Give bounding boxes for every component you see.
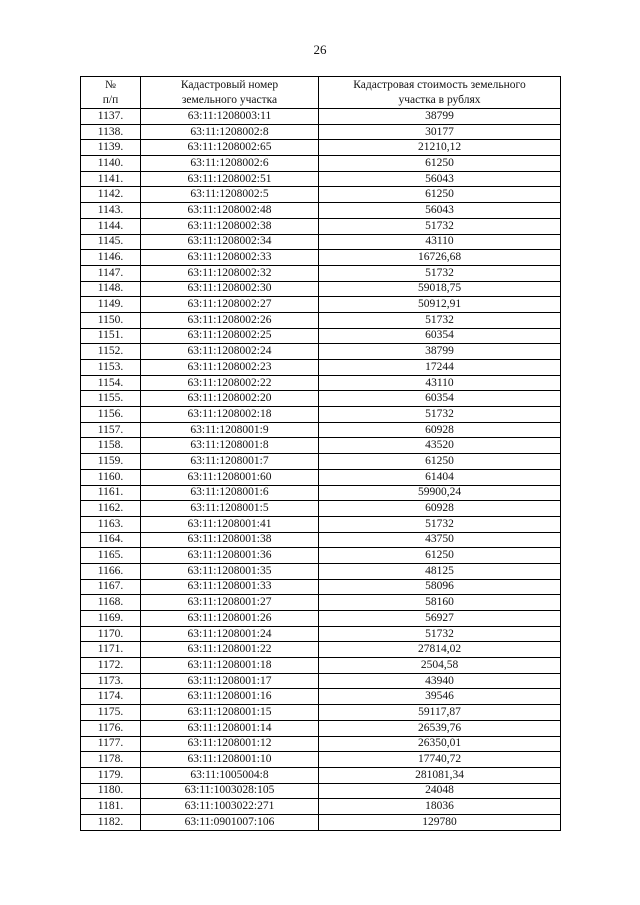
cadastral-number-cell: 63:11:1003028:105 (141, 783, 319, 799)
row-number-cell: 1180. (81, 783, 141, 799)
table-row (81, 563, 561, 579)
header-cadastral-number-line2: земельного участка (181, 93, 278, 106)
header-row-number-line1: № (105, 78, 116, 91)
row-number-cell: 1163. (81, 516, 141, 532)
table-row (81, 611, 561, 627)
cadastral-number-cell: 63:11:1208001:60 (141, 469, 319, 485)
table-row (81, 265, 561, 281)
cadastral-value-cell: 26350,01 (319, 736, 561, 752)
cadastral-number-cell: 63:11:1208001:26 (141, 611, 319, 627)
table-row (81, 752, 561, 768)
cadastral-number-cell: 63:11:1208002:23 (141, 360, 319, 376)
cadastral-number-cell: 63:11:1208001:41 (141, 516, 319, 532)
cadastral-number-cell: 63:11:1208001:14 (141, 720, 319, 736)
row-number-cell: 1182. (81, 814, 141, 830)
table-row (81, 218, 561, 234)
cadastral-value-cell: 43940 (319, 673, 561, 689)
cadastral-number-cell: 63:11:1208002:65 (141, 140, 319, 156)
row-number-cell: 1172. (81, 658, 141, 674)
cadastral-number-cell: 63:11:1208001:7 (141, 454, 319, 470)
cadastral-value-cell: 61404 (319, 469, 561, 485)
cadastral-value-cell: 60928 (319, 501, 561, 517)
header-row-number-line2: п/п (102, 93, 119, 106)
row-number-cell: 1146. (81, 250, 141, 266)
cadastral-value-cell: 59117,87 (319, 705, 561, 721)
row-number-cell: 1152. (81, 344, 141, 360)
cadastral-value-cell: 58160 (319, 595, 561, 611)
cadastral-value-cell: 30177 (319, 124, 561, 140)
cadastral-number-cell: 63:11:1208001:8 (141, 438, 319, 454)
table-row (81, 548, 561, 564)
cadastral-number-cell: 63:11:1208002:5 (141, 187, 319, 203)
cadastral-value-cell: 56043 (319, 171, 561, 187)
row-number-cell: 1156. (81, 407, 141, 423)
cadastral-value-cell: 38799 (319, 109, 561, 125)
cadastral-value-cell: 51732 (319, 626, 561, 642)
row-number-cell: 1170. (81, 626, 141, 642)
row-number-cell: 1144. (81, 218, 141, 234)
cadastral-value-cell: 18036 (319, 799, 561, 815)
table-row (81, 532, 561, 548)
cadastral-value-cell: 43110 (319, 375, 561, 391)
row-number-cell: 1159. (81, 454, 141, 470)
table-row (81, 203, 561, 219)
row-number-cell: 1166. (81, 563, 141, 579)
cadastral-value-cell: 51732 (319, 312, 561, 328)
row-number-cell: 1161. (81, 485, 141, 501)
table-row (81, 579, 561, 595)
cadastral-value-cell: 27814,02 (319, 642, 561, 658)
cadastral-value-cell: 21210,12 (319, 140, 561, 156)
cadastral-number-cell: 63:11:1208001:5 (141, 501, 319, 517)
table-row (81, 171, 561, 187)
cadastral-number-cell: 63:11:1005004:8 (141, 767, 319, 783)
table-body (81, 109, 561, 831)
row-number-cell: 1160. (81, 469, 141, 485)
cadastral-value-cell: 17244 (319, 360, 561, 376)
cadastral-number-cell: 63:11:1208001:24 (141, 626, 319, 642)
row-number-cell: 1140. (81, 156, 141, 172)
cadastral-number-cell: 63:11:1208001:15 (141, 705, 319, 721)
row-number-cell: 1164. (81, 532, 141, 548)
table-row (81, 814, 561, 830)
cadastral-number-cell: 63:11:1208001:6 (141, 485, 319, 501)
table-row (81, 501, 561, 517)
cadastral-value-cell: 2504,58 (319, 658, 561, 674)
table-row (81, 156, 561, 172)
table-row (81, 328, 561, 344)
cadastral-value-cell: 129780 (319, 814, 561, 830)
cadastral-value-cell: 61250 (319, 454, 561, 470)
cadastral-value-cell: 281081,34 (319, 767, 561, 783)
row-number-cell: 1148. (81, 281, 141, 297)
cadastral-value-cell: 61250 (319, 187, 561, 203)
table-row (81, 485, 561, 501)
table-row (81, 767, 561, 783)
cadastral-value-cell: 51732 (319, 407, 561, 423)
cadastral-value-cell: 51732 (319, 218, 561, 234)
cadastral-value-cell: 60354 (319, 328, 561, 344)
table-row (81, 187, 561, 203)
table-row (81, 140, 561, 156)
cadastral-value-cell: 51732 (319, 516, 561, 532)
cadastral-number-cell: 63:11:1208002:22 (141, 375, 319, 391)
cadastral-number-cell: 63:11:1208001:36 (141, 548, 319, 564)
cadastral-number-cell: 63:11:1208001:27 (141, 595, 319, 611)
cadastral-number-cell: 63:11:1208001:22 (141, 642, 319, 658)
table-row (81, 673, 561, 689)
cadastral-value-cell: 51732 (319, 265, 561, 281)
row-number-cell: 1158. (81, 438, 141, 454)
cadastral-number-cell: 63:11:0901007:106 (141, 814, 319, 830)
row-number-cell: 1141. (81, 171, 141, 187)
row-number-cell: 1157. (81, 422, 141, 438)
row-number-cell: 1155. (81, 391, 141, 407)
header-row-number (81, 77, 141, 109)
row-number-cell: 1176. (81, 720, 141, 736)
cadastral-number-cell: 63:11:1208001:16 (141, 689, 319, 705)
cadastral-number-cell: 63:11:1208002:33 (141, 250, 319, 266)
cadastral-value-cell: 61250 (319, 548, 561, 564)
table-row (81, 454, 561, 470)
table-row (81, 658, 561, 674)
row-number-cell: 1147. (81, 265, 141, 281)
table-row (81, 689, 561, 705)
table-row (81, 375, 561, 391)
cadastral-value-table (80, 76, 561, 831)
table-row (81, 626, 561, 642)
table-row (81, 391, 561, 407)
row-number-cell: 1143. (81, 203, 141, 219)
row-number-cell: 1151. (81, 328, 141, 344)
header-cadastral-value-line1: Кадастровая стоимость земельного (353, 78, 526, 91)
cadastral-value-cell: 24048 (319, 783, 561, 799)
cadastral-value-cell: 60354 (319, 391, 561, 407)
cadastral-number-cell: 63:11:1208002:32 (141, 265, 319, 281)
row-number-cell: 1137. (81, 109, 141, 125)
cadastral-number-cell: 63:11:1208002:6 (141, 156, 319, 172)
row-number-cell: 1154. (81, 375, 141, 391)
cadastral-value-cell: 39546 (319, 689, 561, 705)
row-number-cell: 1139. (81, 140, 141, 156)
cadastral-number-cell: 63:11:1208002:48 (141, 203, 319, 219)
cadastral-number-cell: 63:11:1208001:9 (141, 422, 319, 438)
table-row (81, 720, 561, 736)
row-number-cell: 1150. (81, 312, 141, 328)
cadastral-value-cell: 59900,24 (319, 485, 561, 501)
table-header (81, 77, 561, 109)
row-number-cell: 1178. (81, 752, 141, 768)
row-number-cell: 1149. (81, 297, 141, 313)
cadastral-value-cell: 60928 (319, 422, 561, 438)
cadastral-number-cell: 63:11:1208003:11 (141, 109, 319, 125)
table-row (81, 109, 561, 125)
table-row (81, 297, 561, 313)
cadastral-value-cell: 43110 (319, 234, 561, 250)
table-row (81, 595, 561, 611)
cadastral-number-cell: 63:11:1208002:51 (141, 171, 319, 187)
cadastral-number-cell: 63:11:1003022:271 (141, 799, 319, 815)
table-row (81, 438, 561, 454)
cadastral-number-cell: 63:11:1208002:38 (141, 218, 319, 234)
cadastral-number-cell: 63:11:1208001:35 (141, 563, 319, 579)
cadastral-number-cell: 63:11:1208002:18 (141, 407, 319, 423)
cadastral-number-cell: 63:11:1208001:33 (141, 579, 319, 595)
row-number-cell: 1167. (81, 579, 141, 595)
row-number-cell: 1171. (81, 642, 141, 658)
row-number-cell: 1177. (81, 736, 141, 752)
table-row (81, 469, 561, 485)
cadastral-value-cell: 61250 (319, 156, 561, 172)
cadastral-value-cell: 38799 (319, 344, 561, 360)
cadastral-number-cell: 63:11:1208002:24 (141, 344, 319, 360)
cadastral-value-cell: 48125 (319, 563, 561, 579)
row-number-cell: 1175. (81, 705, 141, 721)
cadastral-value-cell: 50912,91 (319, 297, 561, 313)
table-row (81, 281, 561, 297)
cadastral-number-cell: 63:11:1208001:10 (141, 752, 319, 768)
cadastral-value-cell: 43750 (319, 532, 561, 548)
table-row (81, 234, 561, 250)
row-number-cell: 1138. (81, 124, 141, 140)
row-number-cell: 1173. (81, 673, 141, 689)
cadastral-number-cell: 63:11:1208001:17 (141, 673, 319, 689)
header-cadastral-value (319, 77, 561, 109)
cadastral-number-cell: 63:11:1208002:8 (141, 124, 319, 140)
table-row (81, 783, 561, 799)
cadastral-number-cell: 63:11:1208001:38 (141, 532, 319, 548)
cadastral-value-cell: 16726,68 (319, 250, 561, 266)
row-number-cell: 1174. (81, 689, 141, 705)
table-row (81, 736, 561, 752)
row-number-cell: 1142. (81, 187, 141, 203)
row-number-cell: 1181. (81, 799, 141, 815)
cadastral-number-cell: 63:11:1208002:30 (141, 281, 319, 297)
table-row (81, 344, 561, 360)
table-row (81, 705, 561, 721)
table-row (81, 799, 561, 815)
row-number-cell: 1153. (81, 360, 141, 376)
table-row (81, 516, 561, 532)
cadastral-value-cell: 56043 (319, 203, 561, 219)
cadastral-number-cell: 63:11:1208001:18 (141, 658, 319, 674)
cadastral-value-cell: 26539,76 (319, 720, 561, 736)
cadastral-number-cell: 63:11:1208002:20 (141, 391, 319, 407)
page-number: 26 (313, 42, 327, 57)
table-row (81, 642, 561, 658)
table-row (81, 422, 561, 438)
cadastral-number-cell: 63:11:1208002:27 (141, 297, 319, 313)
table-row (81, 312, 561, 328)
header-cadastral-value-line2: участка в рублях (398, 93, 481, 106)
row-number-cell: 1165. (81, 548, 141, 564)
cadastral-value-cell: 58096 (319, 579, 561, 595)
table-row (81, 360, 561, 376)
table-row (81, 407, 561, 423)
cadastral-value-cell: 59018,75 (319, 281, 561, 297)
table-row (81, 250, 561, 266)
header-cadastral-number (141, 77, 319, 109)
row-number-cell: 1168. (81, 595, 141, 611)
cadastral-value-cell: 56927 (319, 611, 561, 627)
header-cadastral-number-line1: Кадастровый номер (180, 78, 279, 91)
table-row (81, 124, 561, 140)
row-number-cell: 1145. (81, 234, 141, 250)
row-number-cell: 1169. (81, 611, 141, 627)
cadastral-value-cell: 43520 (319, 438, 561, 454)
cadastral-number-cell: 63:11:1208002:26 (141, 312, 319, 328)
row-number-cell: 1179. (81, 767, 141, 783)
cadastral-number-cell: 63:11:1208001:12 (141, 736, 319, 752)
row-number-cell: 1162. (81, 501, 141, 517)
cadastral-value-cell: 17740,72 (319, 752, 561, 768)
cadastral-number-cell: 63:11:1208002:34 (141, 234, 319, 250)
cadastral-number-cell: 63:11:1208002:25 (141, 328, 319, 344)
